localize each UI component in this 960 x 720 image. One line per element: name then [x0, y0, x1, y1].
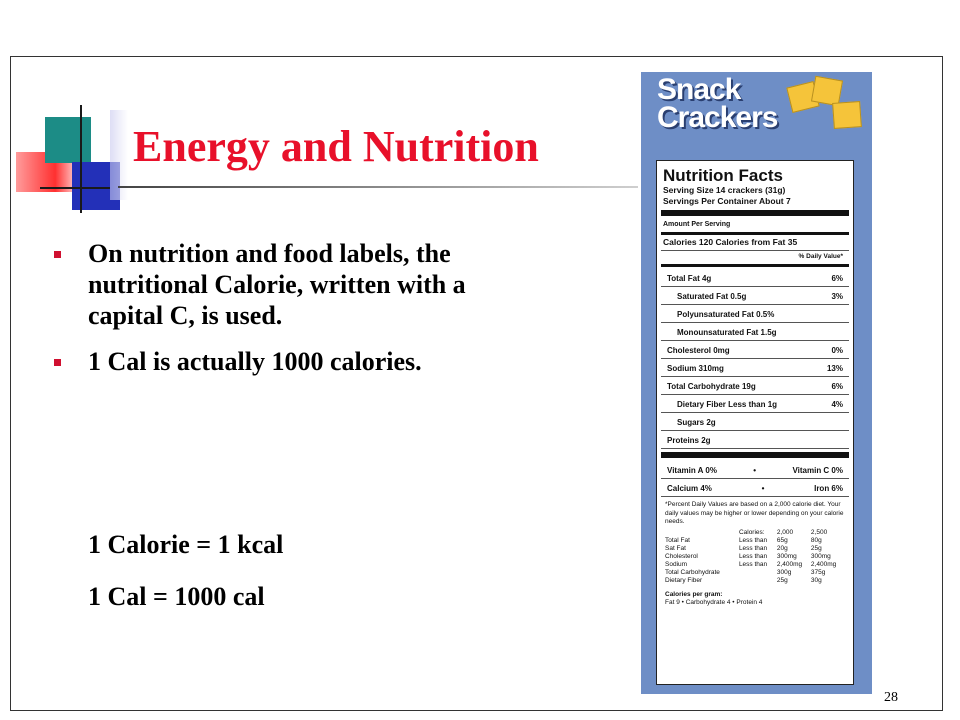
nutrient-name: Polyunsaturated Fat 0.5%	[677, 310, 775, 319]
cracker-icon	[832, 101, 862, 129]
table-cell: Less than	[738, 552, 768, 560]
nutrition-facts-heading: Nutrition Facts	[663, 166, 783, 185]
nutrient-row	[661, 413, 849, 431]
bullet-square-icon	[54, 251, 61, 258]
table-cell: 300mg	[776, 552, 797, 560]
equation-line: 1 Cal = 1000 cal	[88, 582, 265, 611]
bullet-item	[50, 346, 470, 377]
nutrient-row	[661, 431, 849, 449]
nutrient-row	[661, 305, 849, 323]
table-row	[665, 545, 845, 553]
decorative-horizontal-line	[40, 187, 110, 189]
nutrient-name: Total Carbohydrate 19g	[667, 382, 756, 391]
table-cell: 30g	[810, 576, 822, 584]
nutrient-name: Cholesterol 0mg	[667, 346, 730, 355]
table-cell: Total Fat	[665, 536, 690, 544]
slide-title: Energy and Nutrition	[133, 122, 539, 171]
brand-logo	[657, 73, 778, 134]
table-cell: 2,500	[810, 528, 828, 536]
brand-line: Crackers	[657, 101, 778, 134]
nutrient-row	[661, 287, 849, 305]
table-row	[665, 553, 845, 561]
bullet-list	[50, 238, 470, 392]
table-row	[665, 537, 845, 545]
nutrient-daily-value: 4%	[831, 400, 843, 409]
decorative-vertical-line	[80, 105, 82, 213]
daily-values-table	[665, 529, 845, 585]
nutrient-row	[661, 269, 849, 287]
divider	[661, 264, 849, 267]
bullet-square-icon	[54, 359, 61, 366]
brand-line: Snack	[657, 73, 741, 106]
table-row	[665, 561, 845, 569]
table-cell: Sodium	[665, 560, 688, 568]
divider	[661, 452, 849, 458]
vitamin-left: Vitamin A 0%	[667, 466, 717, 475]
calories-line: Calories 120 Calories from Fat 35	[663, 237, 798, 247]
table-row	[665, 577, 845, 585]
nutrient-name: Total Fat 4g	[667, 274, 712, 283]
equation-line: 1 Calorie = 1 kcal	[88, 530, 284, 559]
nutrition-facts-panel	[656, 160, 854, 685]
nutrient-row	[661, 377, 849, 395]
nutrient-name: Sugars 2g	[677, 418, 716, 427]
table-cell: Cholesterol	[665, 552, 698, 560]
table-cell: 2,400mg	[776, 560, 803, 568]
table-cell: 375g	[810, 568, 826, 576]
bullet-text: On nutrition and food labels, the nutritional Calorie, written with a capital C, is used.	[88, 239, 466, 330]
nutrient-name: Saturated Fat 0.5g	[677, 292, 747, 301]
vitamin-right: Vitamin C 0%	[792, 466, 843, 475]
per-gram-title: Calories per gram:	[665, 590, 723, 598]
table-cell: Less than	[738, 560, 768, 568]
table-cell: Less than	[738, 544, 768, 552]
nutrient-daily-value: 3%	[831, 292, 843, 301]
table-cell: 2,000	[776, 528, 794, 536]
nutrient-row	[661, 341, 849, 359]
table-cell	[739, 577, 777, 585]
vitamin-left: Calcium 4%	[667, 484, 712, 493]
nutrition-label-image	[641, 72, 872, 694]
nutrient-name: Dietary Fiber Less than 1g	[677, 400, 778, 409]
vitamin-row	[661, 479, 849, 497]
table-cell: 65g	[776, 536, 788, 544]
table-cell: Total Carbohydrate	[665, 568, 720, 576]
servings-per-container: Servings Per Container About 7	[663, 196, 791, 206]
nutrient-row	[661, 359, 849, 377]
nutrient-daily-value: 13%	[826, 364, 843, 373]
nutrient-rows	[657, 269, 853, 449]
footnote: *Percent Daily Values are based on a 2,000 calorie diet. Your daily values may be higher or lower depending on your calorie needs.	[665, 501, 844, 525]
table-cell: 300mg	[810, 552, 831, 560]
table-cell: Dietary Fiber	[665, 576, 703, 584]
nutrient-daily-value: 6%	[831, 382, 843, 391]
per-gram-values: Fat 9 • Carbohydrate 4 • Protein 4	[665, 599, 763, 606]
table-cell: Less than	[738, 536, 768, 544]
table-cell: Calories:	[738, 528, 765, 536]
vitamin-row	[661, 461, 849, 479]
daily-value-header: % Daily Value*	[661, 250, 849, 262]
bullet-text: 1 Cal is actually 1000 calories.	[88, 347, 422, 376]
nutrient-name: Monounsaturated Fat 1.5g	[677, 328, 777, 337]
amount-per-serving: Amount Per Serving	[663, 221, 731, 228]
table-cell	[739, 569, 777, 577]
bullet-dot-icon: •	[753, 466, 757, 475]
table-cell: 25g	[810, 544, 822, 552]
table-cell: 80g	[810, 536, 822, 544]
title-underline	[118, 186, 638, 188]
table-cell: 20g	[776, 544, 788, 552]
divider	[661, 210, 849, 216]
nutrient-name: Proteins 2g	[667, 436, 711, 445]
table-cell: 2,400mg	[810, 560, 837, 568]
vitamin-right: Iron 6%	[814, 484, 843, 493]
table-row	[665, 569, 845, 577]
bullet-dot-icon: •	[761, 484, 765, 493]
table-row	[665, 529, 845, 537]
page-number: 28	[884, 690, 898, 705]
bullet-item	[50, 238, 470, 331]
divider	[661, 232, 849, 235]
table-cell: 300g	[776, 568, 792, 576]
decorative-teal-block	[45, 117, 91, 163]
nutrient-row	[661, 323, 849, 341]
table-cell: Sat Fat	[665, 544, 686, 552]
table-cell	[665, 529, 739, 537]
nutrient-name: Sodium 310mg	[667, 364, 724, 373]
table-cell: 25g	[776, 576, 788, 584]
nutrient-row	[661, 395, 849, 413]
nutrient-daily-value: 0%	[831, 346, 843, 355]
nutrient-daily-value: 6%	[831, 274, 843, 283]
serving-size: Serving Size 14 crackers (31g)	[663, 185, 786, 195]
